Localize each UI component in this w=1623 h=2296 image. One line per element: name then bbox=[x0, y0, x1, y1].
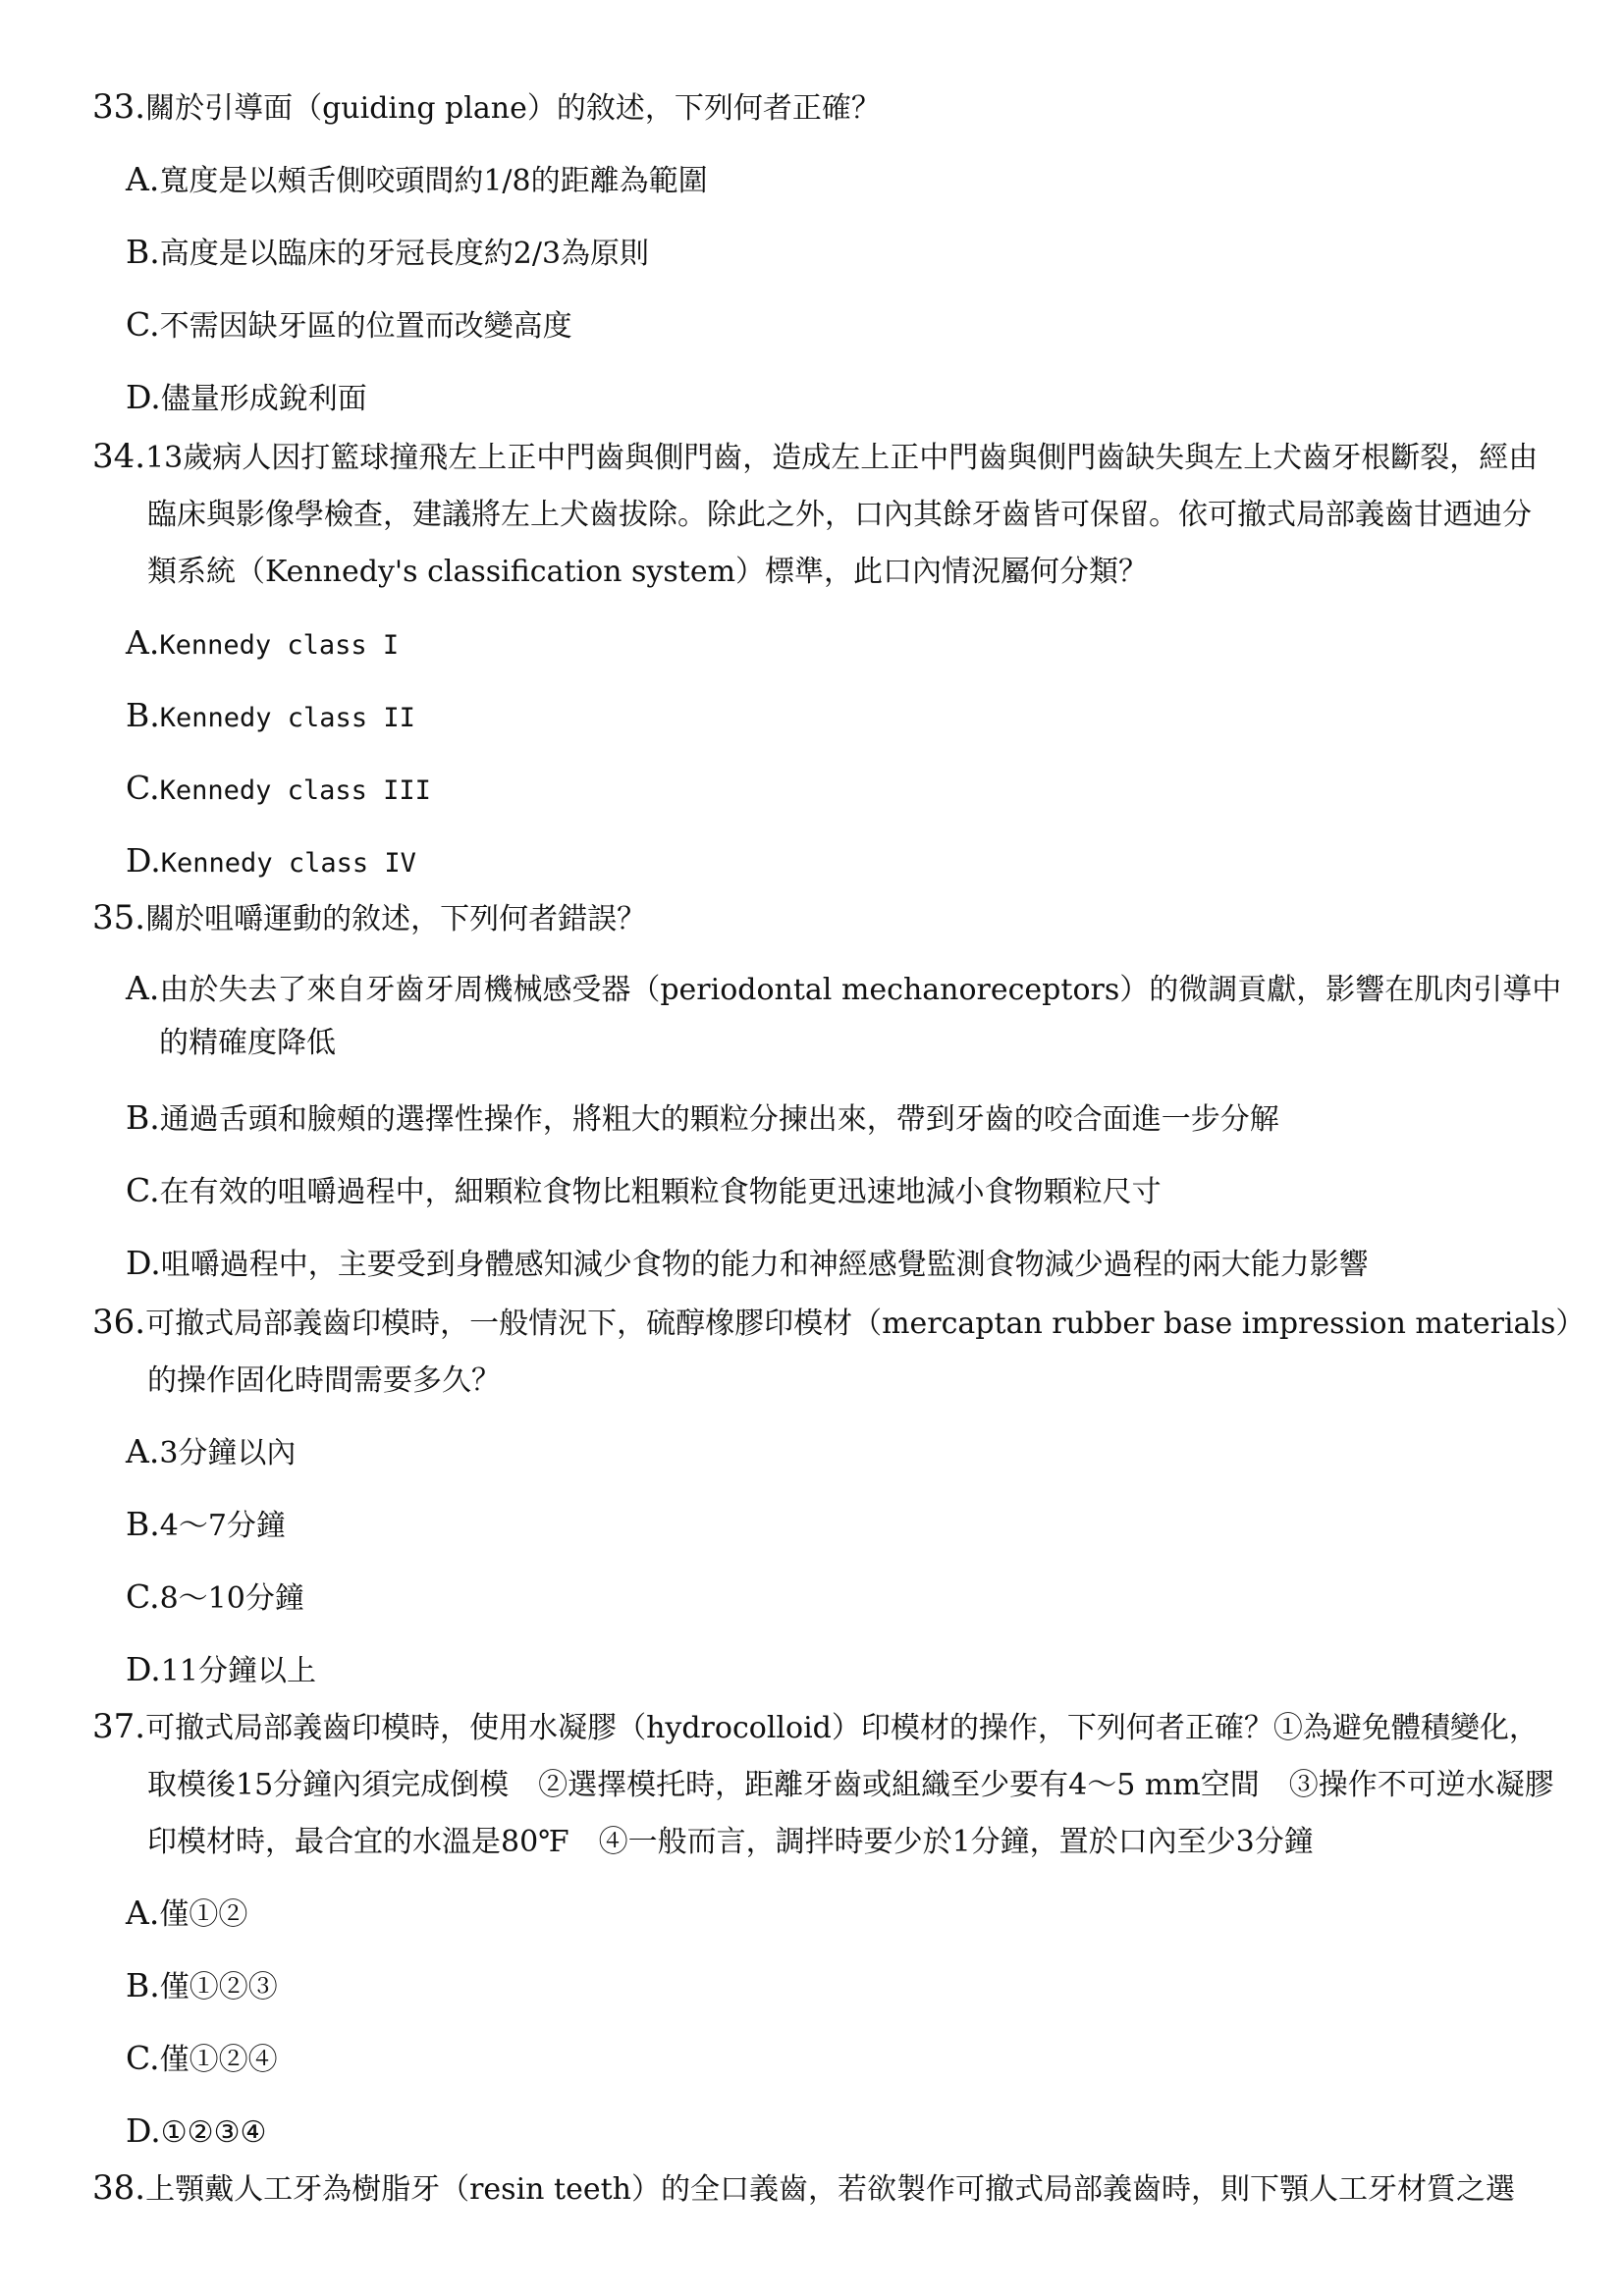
option-36-d bbox=[126, 1641, 1540, 1700]
option-33-b bbox=[126, 224, 1540, 283]
option-text: 僅①② bbox=[159, 1897, 248, 1932]
option-text: 在有效的咀嚼過程中，細顆粒食物比粗顆粒食物能更迅速地減小食物顆粒尺寸 bbox=[159, 1175, 1162, 1209]
option-34-c bbox=[126, 760, 1540, 820]
option-letter: B. bbox=[126, 696, 160, 734]
option-33-a bbox=[126, 151, 1540, 210]
option-text: 高度是以臨床的牙冠長度約2/3為原則 bbox=[159, 237, 650, 271]
question-text: 關於咀嚼運動的敘述，下列何者錯誤？ bbox=[145, 902, 647, 936]
option-34-a bbox=[126, 614, 1540, 674]
question-text: 取模後15分鐘內須完成倒模 ②選擇模托時，距離牙齒或組織至少要有4～5 mm空間 ③操作不可逆水凝膠 bbox=[147, 1768, 1554, 1802]
question-33 bbox=[92, 79, 1545, 137]
option-letter: D. bbox=[126, 841, 161, 880]
option-36-c bbox=[126, 1569, 1540, 1628]
option-text: 11分鐘以上 bbox=[160, 1654, 316, 1688]
question-36 bbox=[92, 1294, 1586, 1410]
question-38 bbox=[92, 2160, 1545, 2218]
option-text: 通過舌頭和臉頰的選擇性操作，將粗大的顆粒分揀出來，帶到牙齒的咬合面進一步分解 bbox=[159, 1102, 1279, 1137]
option-letter: C. bbox=[126, 305, 160, 344]
option-letter: C. bbox=[126, 769, 160, 807]
option-37-a bbox=[126, 1885, 1540, 1944]
option-letter: C. bbox=[126, 1171, 160, 1209]
option-letter: B. bbox=[126, 1966, 160, 2004]
option-letter: D. bbox=[126, 2111, 161, 2150]
option-34-b bbox=[126, 687, 1540, 747]
option-text: 咀嚼過程中，主要受到身體感知減少食物的能力和神經感覺監測食物減少過程的兩大能力影響 bbox=[160, 1248, 1369, 1282]
option-text: 由於失去了來自牙齒牙周機械感受器（periodontal mechanoreceptors）的微調貢獻，影響在肌肉引導中 bbox=[159, 973, 1562, 1007]
option-36-a bbox=[126, 1423, 1540, 1482]
option-letter: D. bbox=[126, 378, 161, 416]
option-text: 僅①②④ bbox=[159, 2043, 278, 2077]
option-text-continued: 的精確度降低 bbox=[159, 1026, 336, 1060]
option-text: 僅①②③ bbox=[159, 1970, 278, 2004]
question-text: 13歲病人因打籃球撞飛左上正中門齒與側門齒，造成左上正中門齒與側門齒缺失與左上犬齒牙根斷裂，經由 bbox=[145, 441, 1539, 475]
option-letter: B. bbox=[126, 1098, 160, 1137]
option-37-b bbox=[126, 1957, 1540, 2016]
option-letter: A. bbox=[126, 160, 160, 198]
option-35-d bbox=[126, 1235, 1540, 1294]
option-letter: A. bbox=[126, 1432, 160, 1470]
question-text: 可撤式局部義齒印模時，使用水凝膠（hydrocolloid）印模材的操作，下列何者正確？①為避免體積變化， bbox=[145, 1711, 1539, 1745]
option-34-d bbox=[126, 832, 1540, 892]
question-37 bbox=[92, 1698, 1554, 1871]
question-number: 35. bbox=[92, 898, 146, 937]
question-text: 印模材時，最合宜的水溫是80℉ ④一般而言，調拌時要少於1分鐘，置於口內至少3分鐘 bbox=[147, 1825, 1314, 1859]
option-letter: D. bbox=[126, 1244, 161, 1282]
option-letter: C. bbox=[126, 1577, 160, 1616]
question-number: 36. bbox=[92, 1303, 146, 1342]
option-letter: A. bbox=[126, 623, 160, 662]
option-letter: B. bbox=[126, 1505, 160, 1543]
question-text: 上顎戴人工牙為樹脂牙（resin teeth）的全口義齒，若欲製作可撤式局部義齒時，則下顎人工牙材質之選 bbox=[145, 2172, 1515, 2207]
option-text: 8～10分鐘 bbox=[159, 1581, 304, 1616]
option-letter: A. bbox=[126, 969, 160, 1007]
option-letter: A. bbox=[126, 1894, 160, 1932]
option-35-b bbox=[126, 1090, 1540, 1148]
option-37-d bbox=[126, 2103, 1540, 2162]
option-text: 寬度是以頰舌側咬頭間約1/8的距離為範圍 bbox=[159, 164, 708, 198]
option-35-c bbox=[126, 1162, 1540, 1221]
option-37-c bbox=[126, 2030, 1540, 2089]
option-text: 不需因缺牙區的位置而改變高度 bbox=[159, 309, 572, 344]
option-33-d bbox=[126, 369, 1540, 428]
option-35-a bbox=[126, 962, 1562, 1070]
option-36-b bbox=[126, 1496, 1540, 1555]
option-text: Kennedy class III bbox=[159, 775, 431, 806]
question-number: 38. bbox=[92, 2168, 146, 2208]
question-text: 臨床與影像學檢查，建議將左上犬齒拔除。除此之外，口內其餘牙齒皆可保留。依可撤式局部義齒甘迺迪分 bbox=[147, 498, 1532, 532]
question-text: 的操作固化時間需要多久？ bbox=[147, 1363, 501, 1398]
option-text: 儘量形成銳利面 bbox=[160, 382, 367, 416]
option-text: Kennedy class II bbox=[159, 703, 415, 733]
option-text: 4～7分鐘 bbox=[159, 1509, 286, 1543]
option-33-c bbox=[126, 296, 1540, 355]
question-text: 可撤式局部義齒印模時，一般情況下，硫醇橡膠印模材（mercaptan rubber base impression materials） bbox=[145, 1307, 1586, 1341]
question-34 bbox=[92, 428, 1545, 601]
question-number: 37. bbox=[92, 1707, 146, 1746]
question-text: 關於引導面（guiding plane）的敘述，下列何者正確？ bbox=[145, 91, 881, 126]
option-text: ①②③④ bbox=[160, 2115, 267, 2150]
question-number: 34. bbox=[92, 437, 146, 476]
option-text: Kennedy class IV bbox=[160, 848, 416, 879]
question-text: 類系統（Kennedy's classification system）標準，此口內情況屬何分類？ bbox=[147, 555, 1149, 589]
option-letter: C. bbox=[126, 2039, 160, 2077]
option-letter: B. bbox=[126, 233, 160, 271]
question-number: 33. bbox=[92, 87, 146, 127]
question-35 bbox=[92, 889, 1545, 948]
option-letter: D. bbox=[126, 1650, 161, 1688]
option-text: Kennedy class I bbox=[159, 630, 400, 661]
option-text: 3分鐘以內 bbox=[159, 1436, 297, 1470]
